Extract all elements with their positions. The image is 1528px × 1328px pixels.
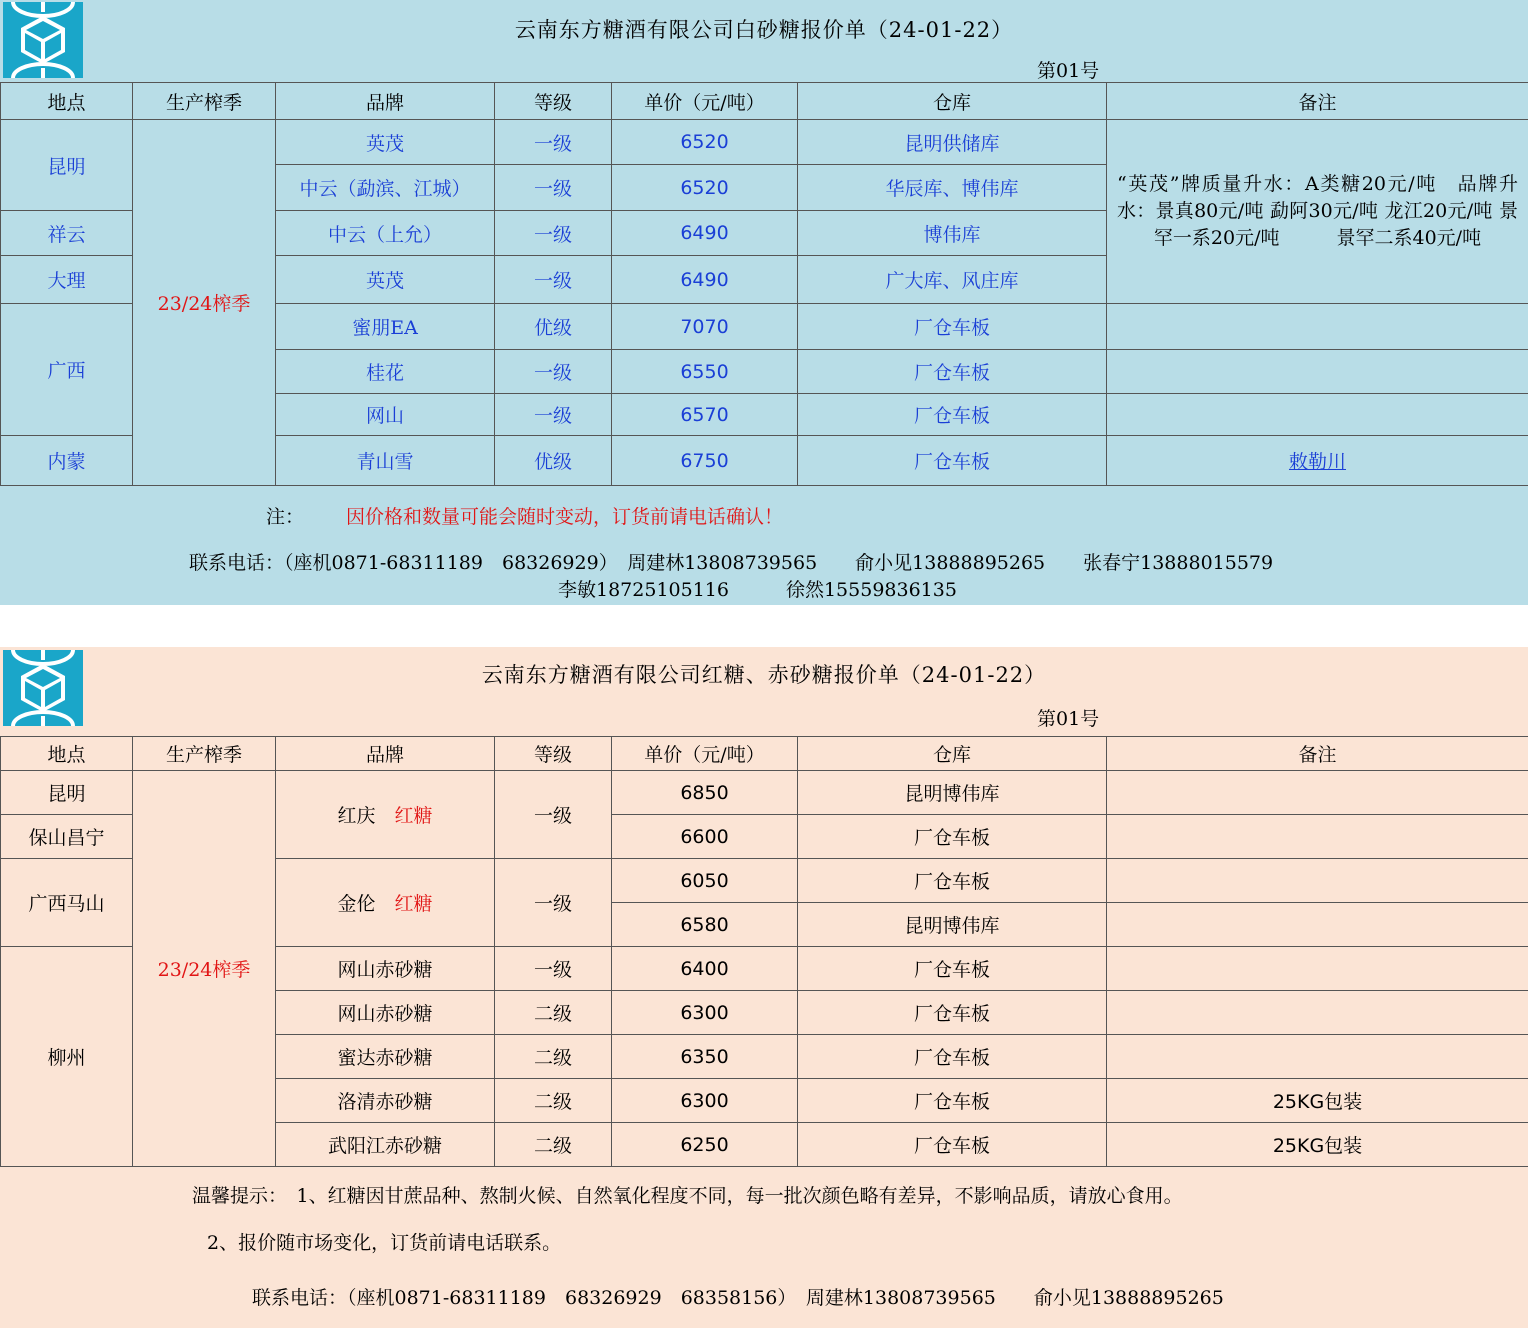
grade-cell: 二级 [495,991,612,1035]
grade-cell: 一级 [495,394,612,436]
warehouse-cell: 华辰库、博伟库 [798,165,1107,211]
warehouse-cell: 厂仓车板 [798,815,1107,859]
remark-cell [1107,815,1528,859]
grade-cell: 二级 [495,1079,612,1123]
remark-cell: 25KG包装 [1107,1079,1528,1123]
grade-cell: 二级 [495,1035,612,1079]
header-grade: 等级 [495,83,612,120]
remark-cell [1107,771,1528,815]
grade-cell: 一级 [495,771,612,859]
grade-cell: 优级 [495,436,612,486]
warehouse-cell: 厂仓车板 [798,1123,1107,1167]
price-cell: 6350 [612,1035,798,1079]
note-text: 因价格和数量可能会随时变动，订货前请电话确认！ [346,506,784,528]
brand-cell: 青山雪 [276,436,495,486]
brand-tag: 红糖 [394,893,433,915]
header-remark: 备注 [1107,737,1528,771]
warehouse-cell: 厂仓车板 [798,1035,1107,1079]
remark-cell [1107,903,1528,947]
brand-cell: 网山 [276,394,495,436]
location-cell: 保山昌宁 [1,815,133,859]
issue-number: 第01号 [1037,708,1100,730]
season-cell: 23/24榨季 [133,120,276,486]
header-warehouse: 仓库 [798,737,1107,771]
warehouse-cell: 厂仓车板 [798,1079,1107,1123]
header-season: 生产榨季 [133,737,276,771]
brand-cell: 蜜朋EA [276,304,495,350]
table-header-row [1,737,1528,771]
brand-cell: 英茂 [276,256,495,304]
page-title: 云南东方糖酒有限公司白砂糖报价单（24-01-22） [514,18,1014,42]
contact-line: 联系电话：（座机0871-68311189 68326929 68358156） 周建林13808739565 俞小见13888895265 [252,1287,1224,1309]
header-location: 地点 [1,83,133,120]
warehouse-cell: 厂仓车板 [798,350,1107,394]
header-location: 地点 [1,737,133,771]
brand-cell: 武阳江赤砂糖 [276,1123,495,1167]
warehouse-cell: 厂仓车板 [798,859,1107,903]
warehouse-cell: 昆明供储库 [798,120,1107,165]
brand-name: 红庆 [337,805,376,827]
price-cell: 6580 [612,903,798,947]
brand-cell: 英茂 [276,120,495,165]
price-cell: 6550 [612,350,798,394]
grade-cell: 一级 [495,947,612,991]
header-season: 生产榨季 [133,83,276,120]
page-title: 云南东方糖酒有限公司红糖、赤砂糖报价单（24-01-22） [481,663,1047,687]
grade-cell: 优级 [495,304,612,350]
remark-cell [1107,991,1528,1035]
remark-cell [1107,947,1528,991]
price-cell: 6050 [612,859,798,903]
warehouse-cell: 博伟库 [798,211,1107,256]
brand-cell: 桂花 [276,350,495,394]
price-cell: 6490 [612,211,798,256]
grade-cell: 一级 [495,165,612,211]
grade-cell: 一级 [495,859,612,947]
table-row [1,120,1528,165]
price-cell: 6490 [612,256,798,304]
season-cell: 23/24榨季 [133,771,276,1167]
grade-cell: 一级 [495,350,612,394]
header-grade: 等级 [495,737,612,771]
price-cell: 6400 [612,947,798,991]
brown-sugar-table [0,736,1528,1167]
brand-cell: 蜜达赤砂糖 [276,1035,495,1079]
warehouse-cell: 广大库、风庄库 [798,256,1107,304]
warehouse-cell: 昆明博伟库 [798,771,1107,815]
header-price: 单价（元/吨） [612,737,798,771]
brand-cell [276,771,495,859]
price-cell: 6850 [612,771,798,815]
contact-line-2: 李敏18725105116 徐然15559836135 [558,579,957,601]
remark-cell: 25KG包装 [1107,1123,1528,1167]
issue-number: 第01号 [1037,60,1100,82]
white-sugar-table [0,82,1528,486]
brand-cell: 网山赤砂糖 [276,991,495,1035]
header-remark: 备注 [1107,83,1528,120]
location-cell: 广西 [1,304,133,436]
grade-cell: 一级 [495,211,612,256]
remark-cell [1107,394,1528,436]
location-cell: 昆明 [1,120,133,211]
header-price: 单价（元/吨） [612,83,798,120]
warehouse-cell: 厂仓车板 [798,394,1107,436]
brand-cell [276,859,495,947]
header-brand: 品牌 [276,737,495,771]
location-cell: 内蒙 [1,436,133,486]
remark-cell [1107,1035,1528,1079]
grade-cell: 一级 [495,256,612,304]
price-cell: 6600 [612,815,798,859]
grade-cell: 一级 [495,120,612,165]
price-cell: 7070 [612,304,798,350]
location-cell: 广西马山 [1,859,133,947]
price-cell: 6520 [612,165,798,211]
brand-name: 金伦 [337,893,376,915]
price-cell: 6570 [612,394,798,436]
white-sugar-sheet [0,0,1528,605]
header-warehouse: 仓库 [798,83,1107,120]
brown-sugar-sheet [0,647,1528,1328]
price-cell: 6250 [612,1123,798,1167]
tip-line-2: 2、报价随市场变化，订货前请电话联系。 [207,1232,562,1254]
header-brand: 品牌 [276,83,495,120]
price-cell: 6300 [612,1079,798,1123]
warehouse-cell: 厂仓车板 [798,436,1107,486]
warehouse-cell: 昆明博伟库 [798,903,1107,947]
price-cell: 6750 [612,436,798,486]
remark-cell [1107,859,1528,903]
note-label: 注： [266,506,305,528]
price-cell: 6300 [612,991,798,1035]
remark-cell [1107,436,1528,486]
brand-cell: 中云（上允） [276,211,495,256]
brand-cell: 中云（勐滨、江城） [276,165,495,211]
remark-cell: “英茂”牌质量升水：A类糖20元/吨 品牌升水：景真80元/吨 勐阿30元/吨 龙江20元/吨 景罕一系20元/吨 景罕二系40元/吨 [1107,120,1528,304]
remark-cell [1107,304,1528,350]
location-cell: 大理 [1,256,133,304]
brand-tag: 红糖 [394,805,433,827]
location-cell: 昆明 [1,771,133,815]
table-row [1,771,1528,815]
warehouse-cell: 厂仓车板 [798,991,1107,1035]
grade-cell: 二级 [495,1123,612,1167]
price-cell: 6520 [612,120,798,165]
remark-cell [1107,350,1528,394]
contact-line-1: 联系电话：（座机0871-68311189 68326929） 周建林13808739565 俞小见13888895265 张春宁13888015579 [189,552,1274,574]
warehouse-cell: 厂仓车板 [798,304,1107,350]
brand-cell: 网山赤砂糖 [276,947,495,991]
brand-cell: 洛清赤砂糖 [276,1079,495,1123]
warehouse-cell: 厂仓车板 [798,947,1107,991]
remark-link[interactable]: 敕勒川 [1288,451,1346,473]
location-cell: 柳州 [1,947,133,1167]
tip-line-1: 温馨提示： 1、红糖因甘蔗品种、熬制火候、自然氧化程度不同，每一批次颜色略有差异，不影响品质，请放心食用。 [192,1185,1183,1207]
table-header-row [1,83,1528,120]
location-cell: 祥云 [1,211,133,256]
